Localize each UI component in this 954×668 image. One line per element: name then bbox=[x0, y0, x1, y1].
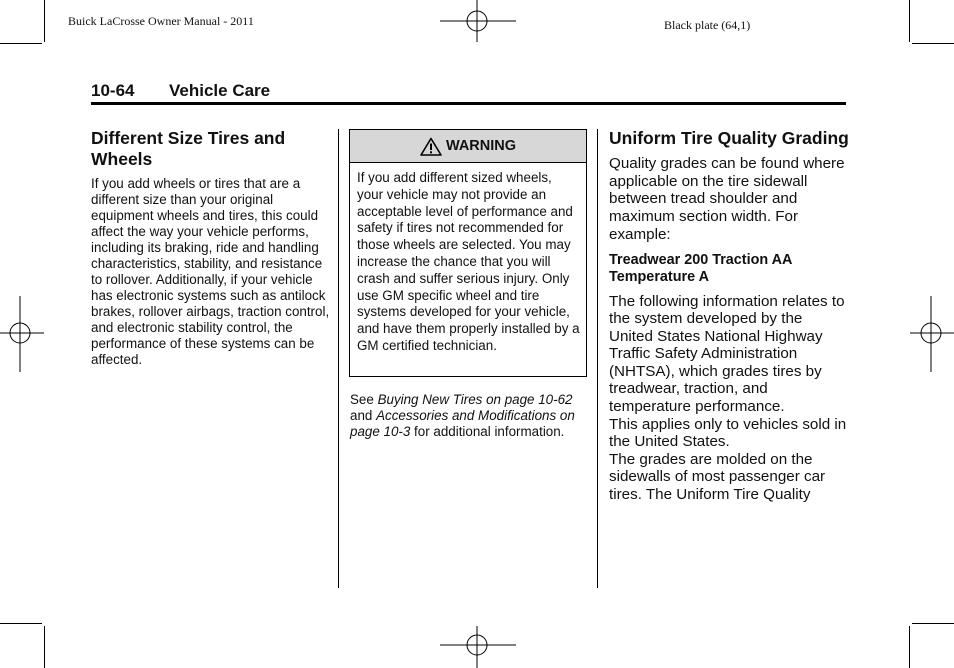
warning-box bbox=[349, 129, 587, 377]
see-also-text bbox=[350, 392, 586, 440]
column-divider bbox=[597, 129, 598, 588]
registration-target-icon bbox=[440, 0, 516, 42]
registration-target-icon bbox=[0, 296, 44, 372]
paragraph-different-size-tires: If you add wheels or tires that are a different size than your original equipment wheels and tires, this could affect the way your vehicle performs, including its braking, ride and handling characteristics, stability, and resistance to rollover. Additionally, if your vehicle has electronic systems such as antilock brakes, rollover airbags, traction control, and electronic stability control, the performance of these systems can be affected. bbox=[91, 176, 330, 367]
warning-header bbox=[350, 130, 586, 163]
header-rule bbox=[91, 102, 846, 105]
column-3 bbox=[609, 128, 849, 504]
and-word: and bbox=[350, 408, 373, 423]
crop-mark bbox=[44, 626, 45, 668]
page-number: 10-64 bbox=[91, 81, 135, 100]
crop-mark bbox=[0, 623, 42, 624]
xref-accessories-modifications[interactable]: Accessories and Modifications on page 10-3 bbox=[350, 408, 575, 439]
heading-uniform-tire-quality: Uniform Tire Quality Grading bbox=[609, 128, 849, 148]
warning-body: If you add different sized wheels, your vehicle may not provide an acceptable level of performance and safety if tires not recommended for those wheels are selected. You may increase the chance that you will crash and suffer serious injury. Only use GM specific wheel and tire systems developed for your vehicle, and have them properly installed by a GM certified technician. bbox=[357, 170, 580, 353]
registration-target-icon bbox=[910, 296, 954, 372]
crop-mark bbox=[912, 43, 954, 44]
paragraph-us-only: This applies only to vehicles sold in the United States. bbox=[609, 415, 847, 451]
heading-different-size-tires: Different Size Tires and Wheels bbox=[91, 128, 286, 169]
crop-mark bbox=[909, 626, 910, 668]
crop-mark bbox=[912, 623, 954, 624]
crop-mark bbox=[0, 43, 42, 44]
warning-triangle-icon bbox=[420, 137, 442, 156]
example-grade: Treadwear 200 Traction AA Temperature A bbox=[609, 251, 792, 285]
crop-mark bbox=[44, 0, 45, 42]
paragraph-quality-grades: Quality grades can be found where applicable on the tire sidewall between tread shoulder and maximum section width. For example: bbox=[609, 155, 845, 243]
paragraph-grades-molded: The grades are molded on the sidewalls of most passenger car tires. The Uniform Tire Quality bbox=[609, 450, 826, 504]
crop-mark bbox=[909, 0, 910, 42]
warning-label: WARNING bbox=[445, 138, 517, 154]
section-header bbox=[91, 81, 270, 101]
column-1 bbox=[91, 128, 331, 368]
column-divider bbox=[338, 129, 339, 588]
paragraph-nhtsa: The following information relates to the system developed by the United States National Highway Traffic Safety Administration (NHTSA), which grades tires by treadwear, traction, and temperature performance. bbox=[609, 292, 845, 416]
xref-buying-new-tires[interactable]: Buying New Tires on page 10-62 bbox=[377, 392, 573, 407]
running-header-left: Buick LaCrosse Owner Manual - 2011 bbox=[68, 14, 254, 28]
section-title: Vehicle Care bbox=[169, 81, 271, 100]
see-word: See bbox=[350, 392, 374, 407]
see-also-tail: for additional information. bbox=[414, 424, 565, 439]
running-header-right: Black plate (64,1) bbox=[664, 18, 751, 32]
registration-target-icon bbox=[440, 626, 516, 668]
